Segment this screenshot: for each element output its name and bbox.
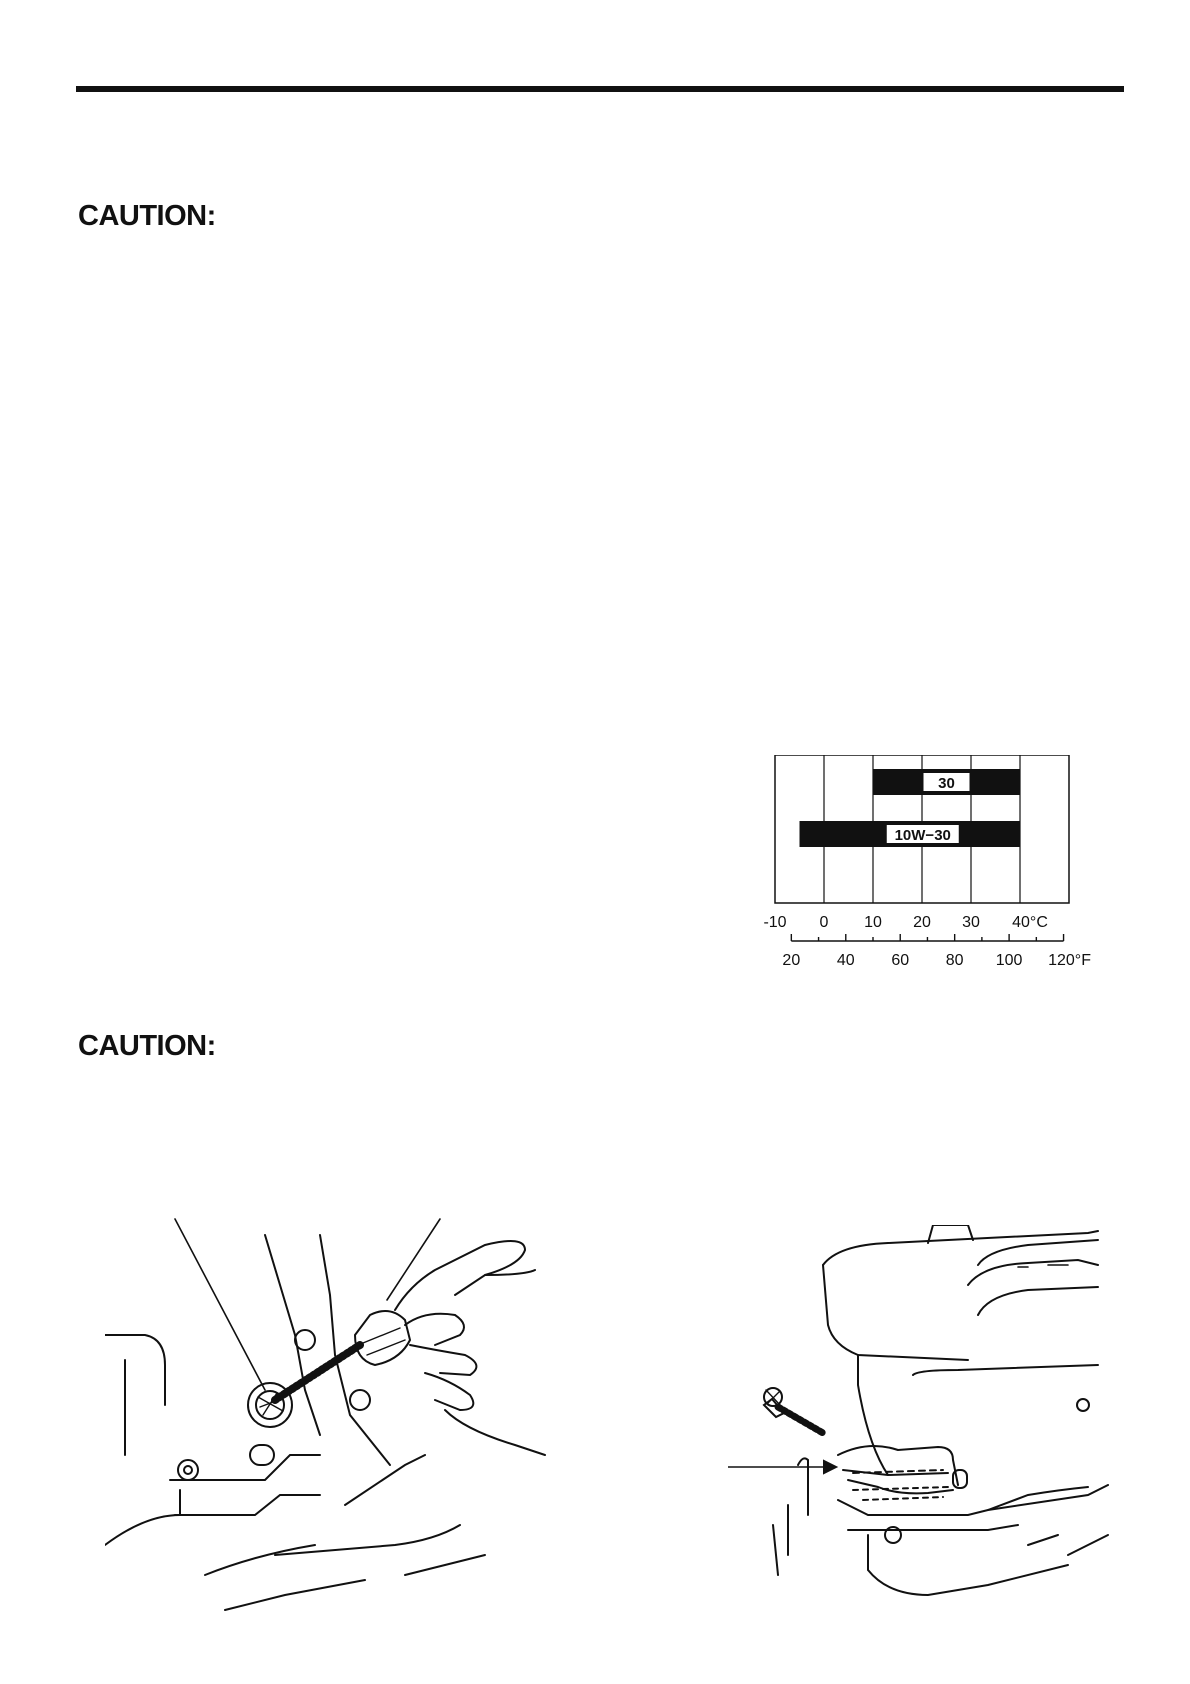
chart-c-tick-label-2: 10	[864, 914, 882, 931]
oil-level-illustration	[728, 1225, 1128, 1615]
chart-c-tick-label-3: 20	[913, 914, 931, 931]
caution-heading-1: CAUTION:	[78, 200, 216, 232]
caution-heading-2: CAUTION:	[78, 1030, 216, 1062]
chart-c-tick-label-4: 30	[962, 914, 980, 931]
chart-f-tick-label-2: 60	[891, 952, 910, 969]
header-rule	[76, 86, 1124, 92]
dipstick-illustration	[105, 1215, 585, 1615]
chart-f-tick-label-0: 20	[782, 952, 801, 969]
chart-f-tick-label-4: 100	[995, 952, 1023, 969]
oil-level-illustration-icon	[728, 1225, 1128, 1615]
chart-f-tick-label-5: 120°F	[1048, 952, 1091, 969]
dipstick-removal-illustration-icon	[105, 1215, 585, 1615]
oil-viscosity-chart-svg	[755, 755, 1095, 975]
chart-bar-label-1: 10W−30	[894, 827, 951, 844]
chart-c-tick-label-5: 40°C	[1012, 914, 1048, 931]
chart-f-tick-label-1: 40	[836, 952, 855, 969]
chart-c-tick-label-0: -10	[763, 914, 787, 931]
chart-f-tick-label-3: 80	[945, 952, 964, 969]
oil-viscosity-chart	[755, 755, 1095, 975]
chart-bar-label-0: 30	[938, 775, 955, 792]
chart-c-tick-label-1: 0	[819, 914, 829, 931]
